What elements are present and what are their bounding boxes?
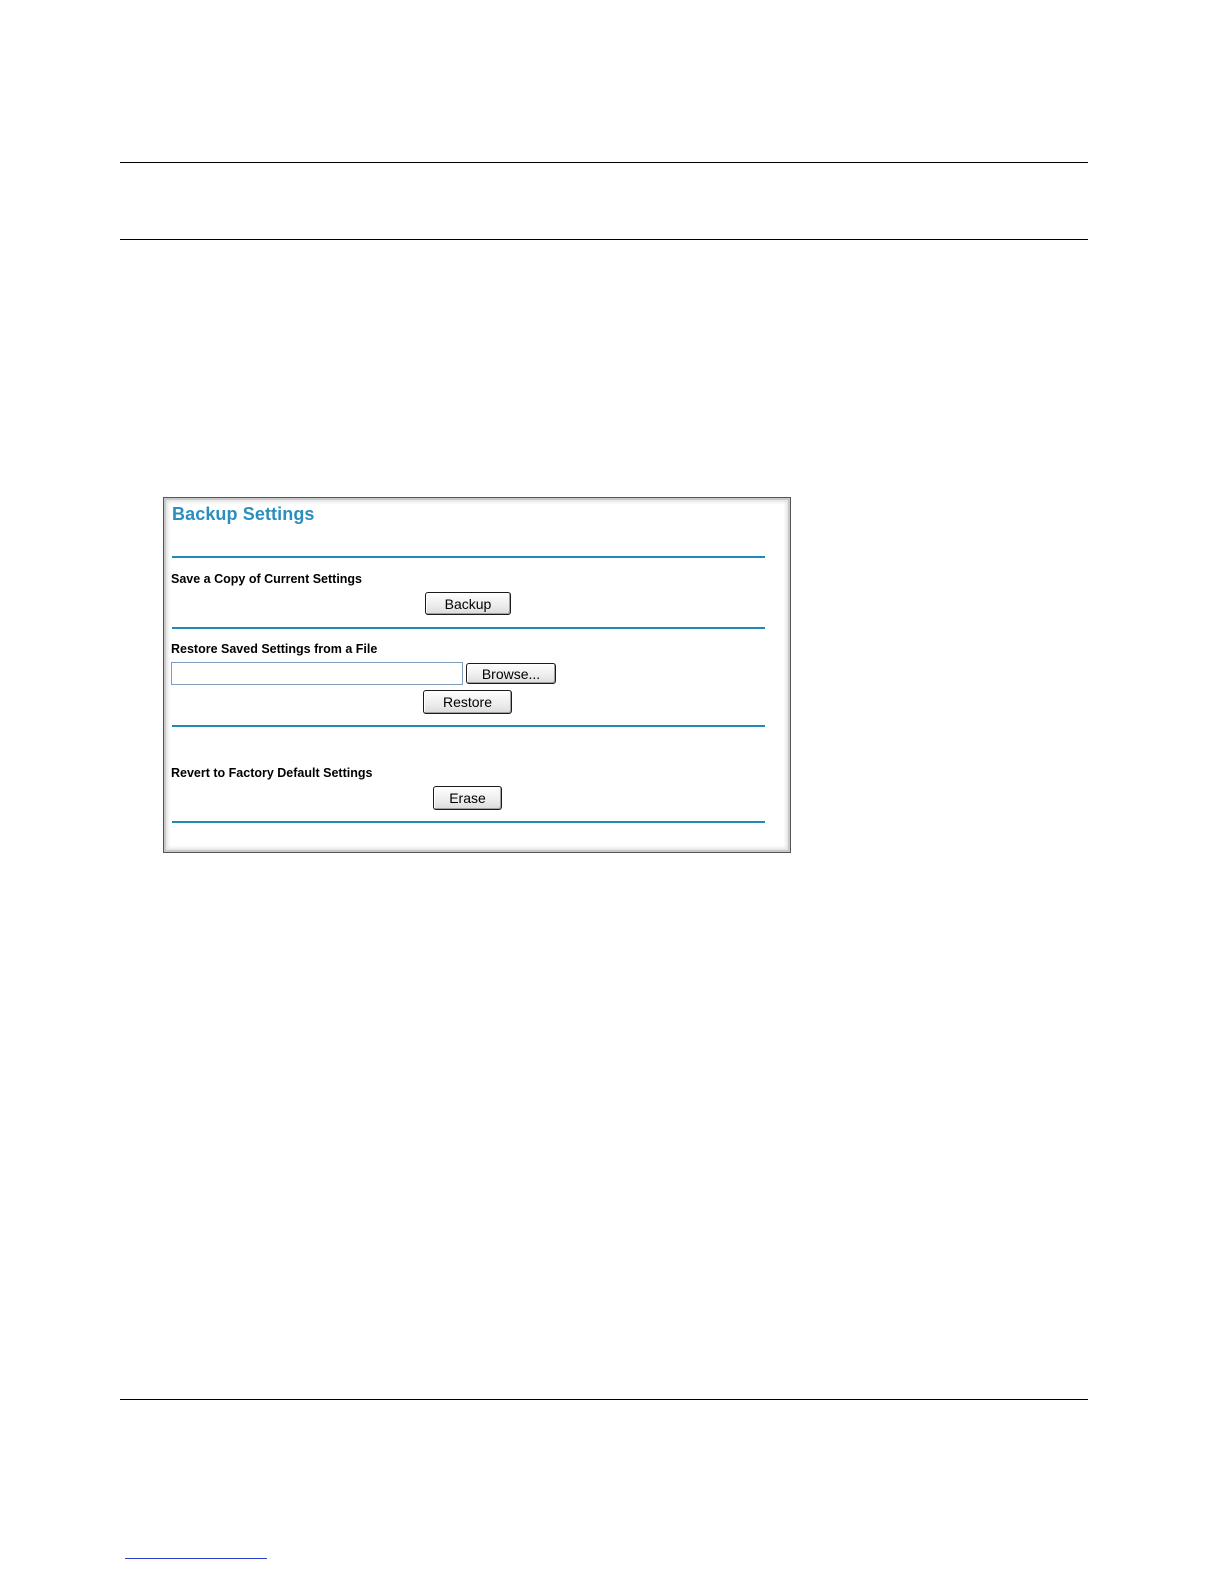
backup-button[interactable]: Backup <box>425 592 511 615</box>
footer-rule <box>120 1399 1088 1400</box>
restore-button[interactable]: Restore <box>423 690 512 714</box>
restore-file-input[interactable] <box>171 662 463 685</box>
footer-link-underline[interactable] <box>125 1558 267 1559</box>
divider <box>172 556 765 558</box>
divider <box>172 821 765 823</box>
erase-button[interactable]: Erase <box>433 786 502 810</box>
backup-section-label: Save a Copy of Current Settings <box>171 572 363 586</box>
header-rule-bottom <box>120 239 1088 240</box>
restore-section-label: Restore Saved Settings from a File <box>171 642 378 656</box>
erase-section-label: Revert to Factory Default Settings <box>171 766 373 780</box>
divider <box>172 627 765 629</box>
header-rule-top <box>120 162 1088 163</box>
browse-button[interactable]: Browse... <box>466 663 556 684</box>
panel-title: Backup Settings <box>172 504 315 524</box>
divider <box>172 725 765 727</box>
backup-settings-panel <box>163 497 791 853</box>
